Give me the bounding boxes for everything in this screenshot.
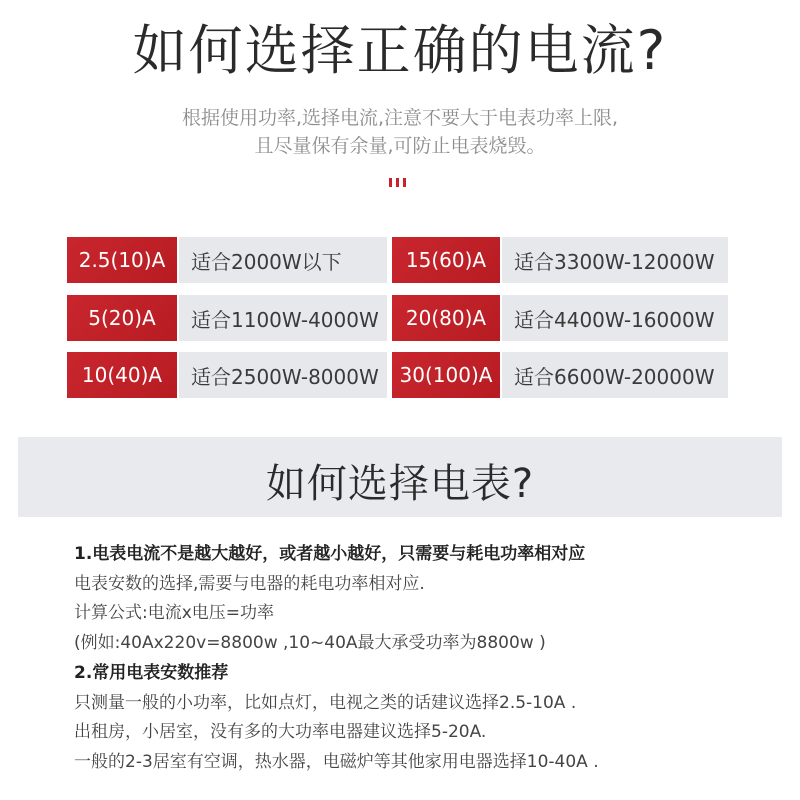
guide-line: 计算公式:电流x电压=功率	[74, 603, 275, 624]
guide-line: 出租房，小居室，没有多的大功率电器建议选择5-20A.	[74, 722, 487, 743]
power-range: 适合1100W-4000W	[179, 295, 387, 341]
current-rating: 30(100)A	[392, 352, 500, 398]
current-rating: 10(40)A	[67, 352, 177, 398]
power-range: 适合6600W-20000W	[502, 352, 728, 398]
guide-line: (例如:40Ax220v=8800w ,10~40A最大承受功率为8800w )	[74, 633, 546, 654]
guide-line: 只测量一般的小功率，比如点灯，电视之类的话建议选择2.5-10A .	[74, 692, 577, 713]
divider-marks-icon	[389, 178, 409, 188]
section-title: 如何选择电表?	[265, 460, 535, 507]
subtitle	[0, 104, 800, 160]
ratings-row	[67, 237, 728, 283]
guide-line: 1.电表电流不是越大越好，或者越小越好，只需要与耗电功率相对应	[74, 544, 586, 564]
power-range: 适合3300W-12000W	[502, 237, 728, 283]
guide-line: 2.常用电表安数推荐	[74, 662, 229, 683]
ratings-row	[67, 295, 728, 341]
current-rating: 15(60)A	[392, 237, 500, 283]
current-rating: 2.5(10)A	[67, 237, 177, 283]
current-rating: 5(20)A	[67, 295, 177, 341]
guide-line: 一般的2-3居室有空调，热水器，电磁炉等其他家用电器选择10-40A .	[74, 751, 599, 772]
section-banner	[18, 437, 782, 517]
page-title: 如何选择正确的电流?	[132, 19, 668, 82]
subtitle-line: 根据使用功率,选择电流,注意不要大于电表功率上限,	[181, 107, 619, 129]
power-range: 适合4400W-16000W	[502, 295, 728, 341]
power-range: 适合2500W-8000W	[179, 352, 387, 398]
subtitle-line: 且尽量保有余量,可防止电表烧毁。	[254, 135, 546, 157]
guide-line: 电表安数的选择,需要与电器的耗电功率相对应.	[74, 573, 425, 594]
ratings-row	[67, 352, 728, 398]
power-range: 适合2000W以下	[179, 237, 387, 283]
current-rating: 20(80)A	[392, 295, 500, 341]
guide-text	[74, 540, 774, 778]
